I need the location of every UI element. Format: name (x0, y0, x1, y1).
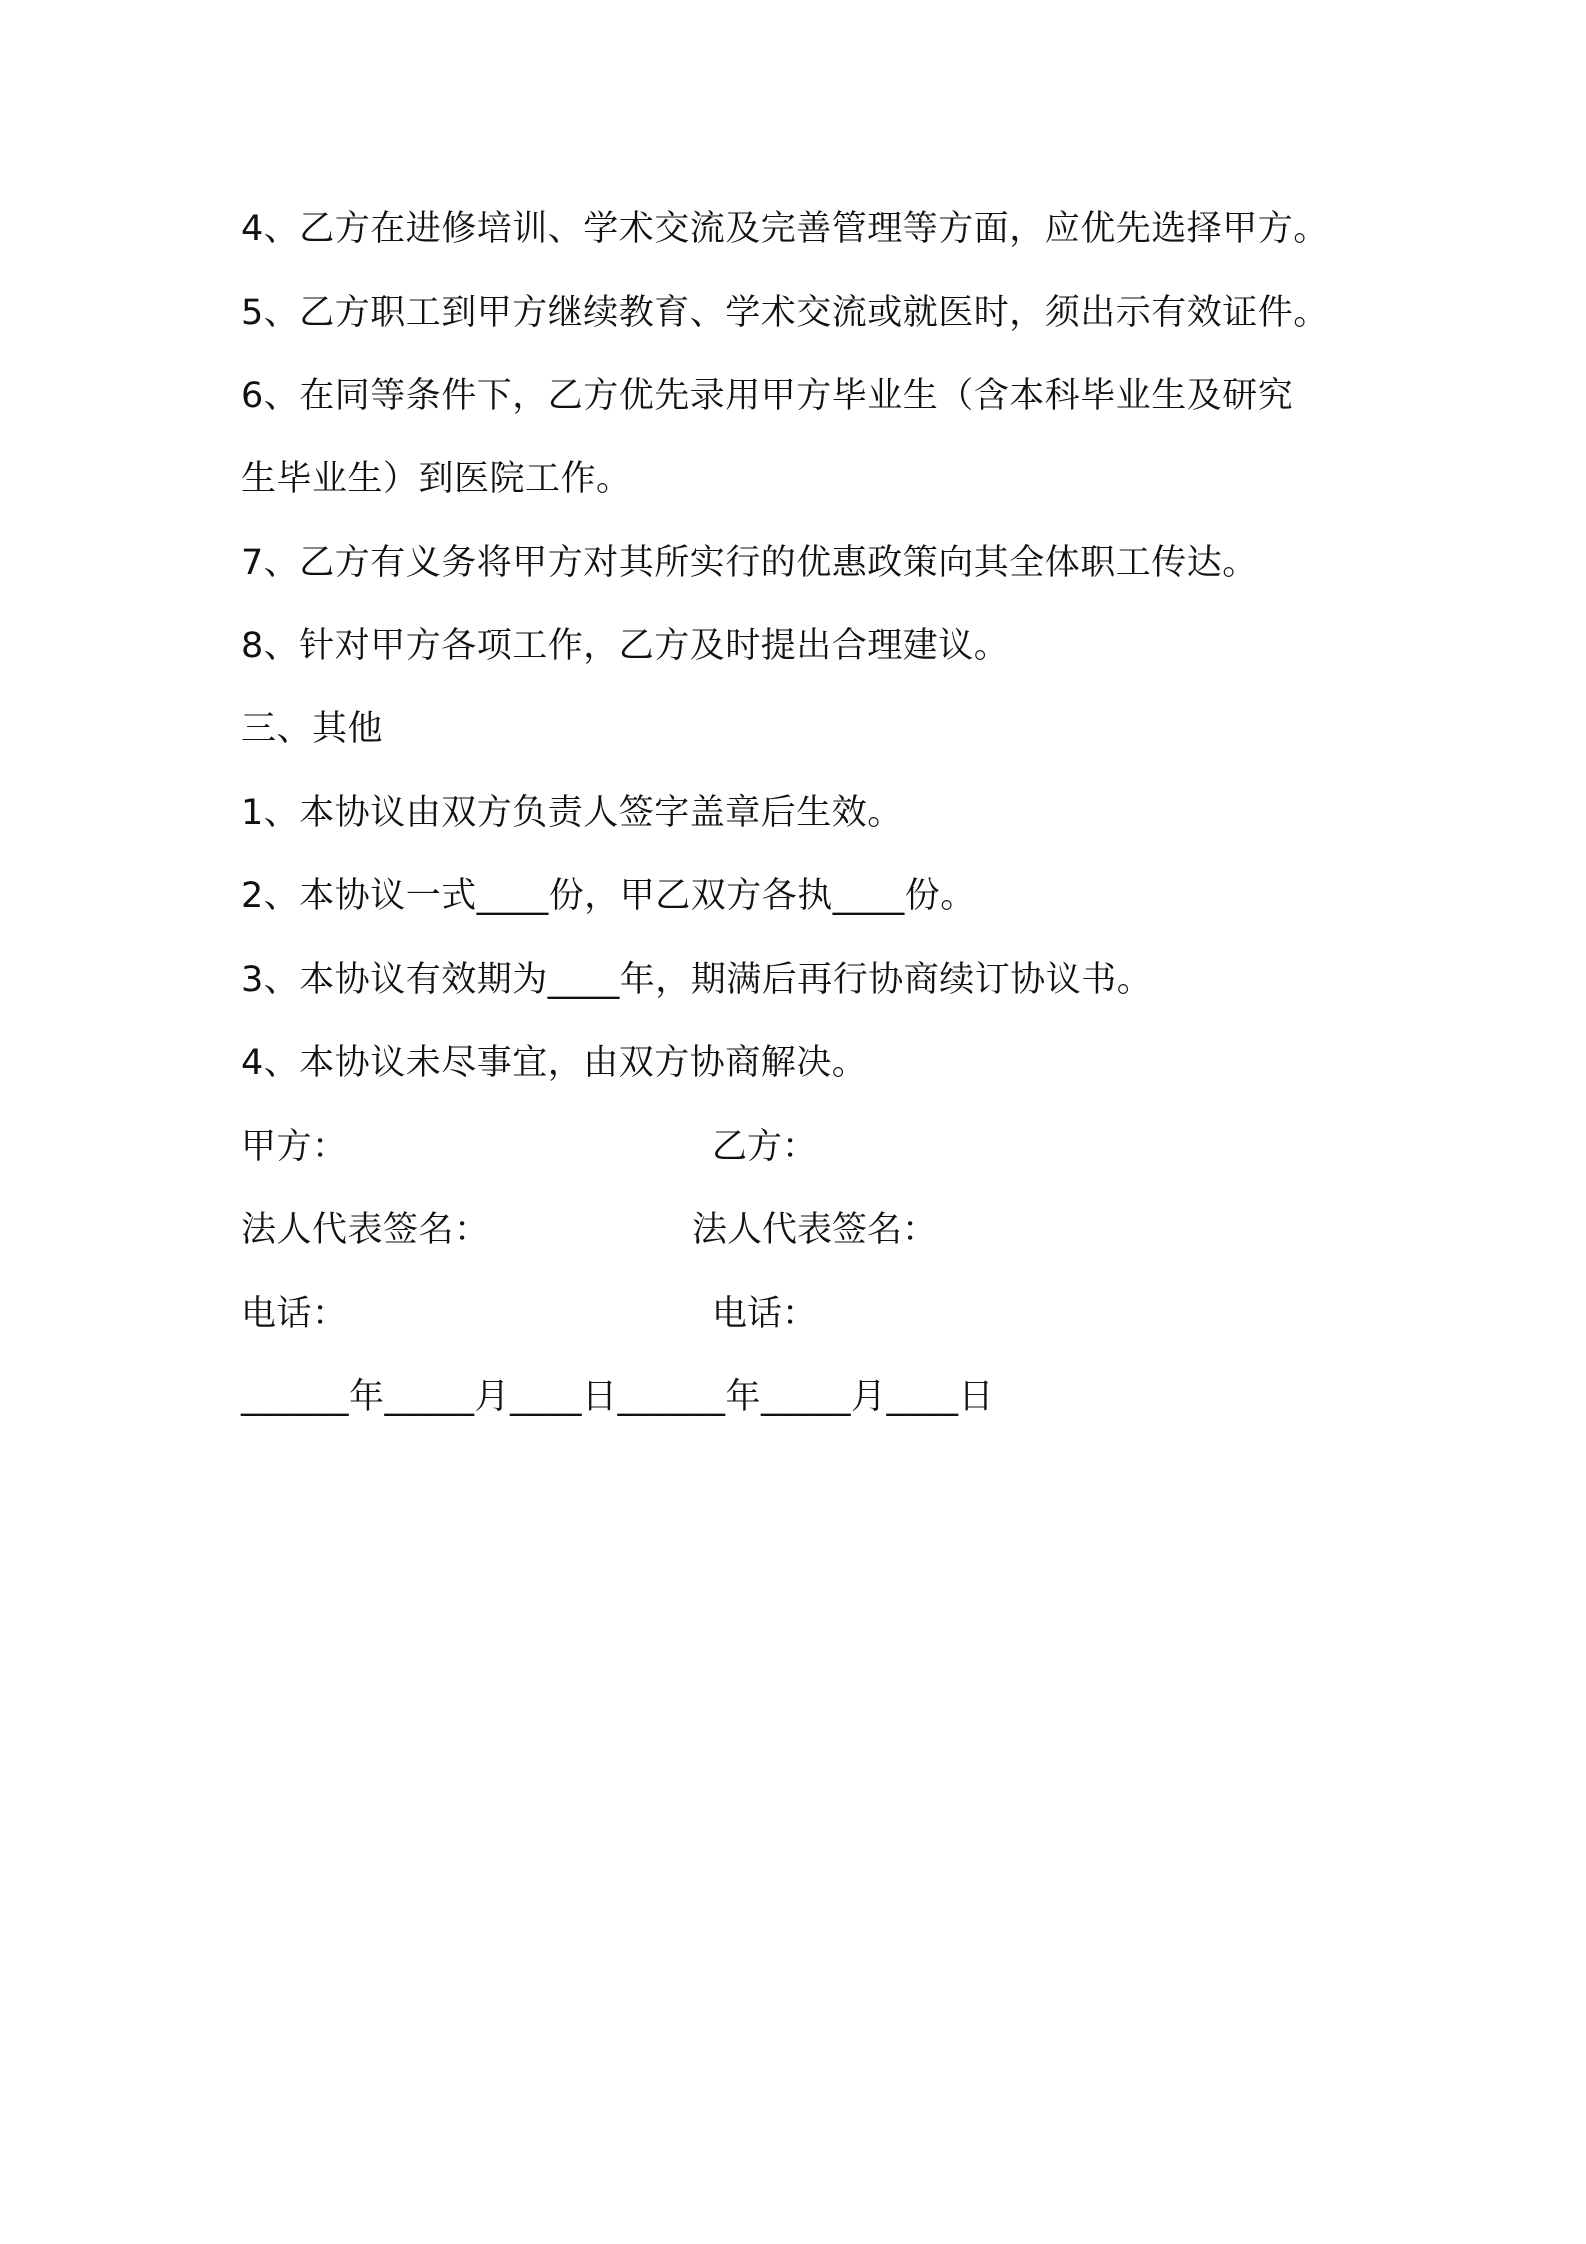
clause-6: 6、在同等条件下，乙方优先录用甲方毕业生（含本科毕业生及研究 (241, 376, 1294, 416)
party-a-rep-label: 法人代表签名： (241, 1210, 490, 1250)
clause-8: 8、针对甲方各项工作，乙方及时提出合理建议。 (241, 626, 1010, 666)
section-heading-other: 三、其他 (241, 709, 384, 749)
other-clause-2: 2、本协议一式____份，甲乙双方各执____份。 (241, 876, 976, 916)
party-b-phone-label: 电话： (712, 1294, 818, 1334)
other-clause-3: 3、本协议有效期为____年，期满后再行协商续订协议书。 (241, 960, 1153, 1000)
other-clause-4: 4、本协议未尽事宜，由双方协商解决。 (241, 1043, 868, 1083)
party-b-rep-label: 法人代表签名： (692, 1210, 938, 1250)
party-b-label: 乙方： (712, 1127, 818, 1167)
clause-5: 5、乙方职工到甲方继续教育、学术交流或就医时，须出示有效证件。 (241, 293, 1329, 333)
clause-7: 7、乙方有义务将甲方对其所实行的优惠政策向其全体职工传达。 (241, 543, 1258, 583)
party-a-label: 甲方： (241, 1127, 348, 1167)
clause-4: 4、乙方在进修培训、学术交流及完善管理等方面，应优先选择甲方。 (241, 209, 1329, 249)
party-a-phone-label: 电话： (241, 1294, 348, 1334)
clause-6-continued: 生毕业生）到医院工作。 (241, 459, 632, 499)
other-clause-1: 1、本协议由双方负责人签字盖章后生效。 (241, 793, 903, 833)
date-line: ______年_____月____日______年_____月____日 (241, 1377, 995, 1417)
